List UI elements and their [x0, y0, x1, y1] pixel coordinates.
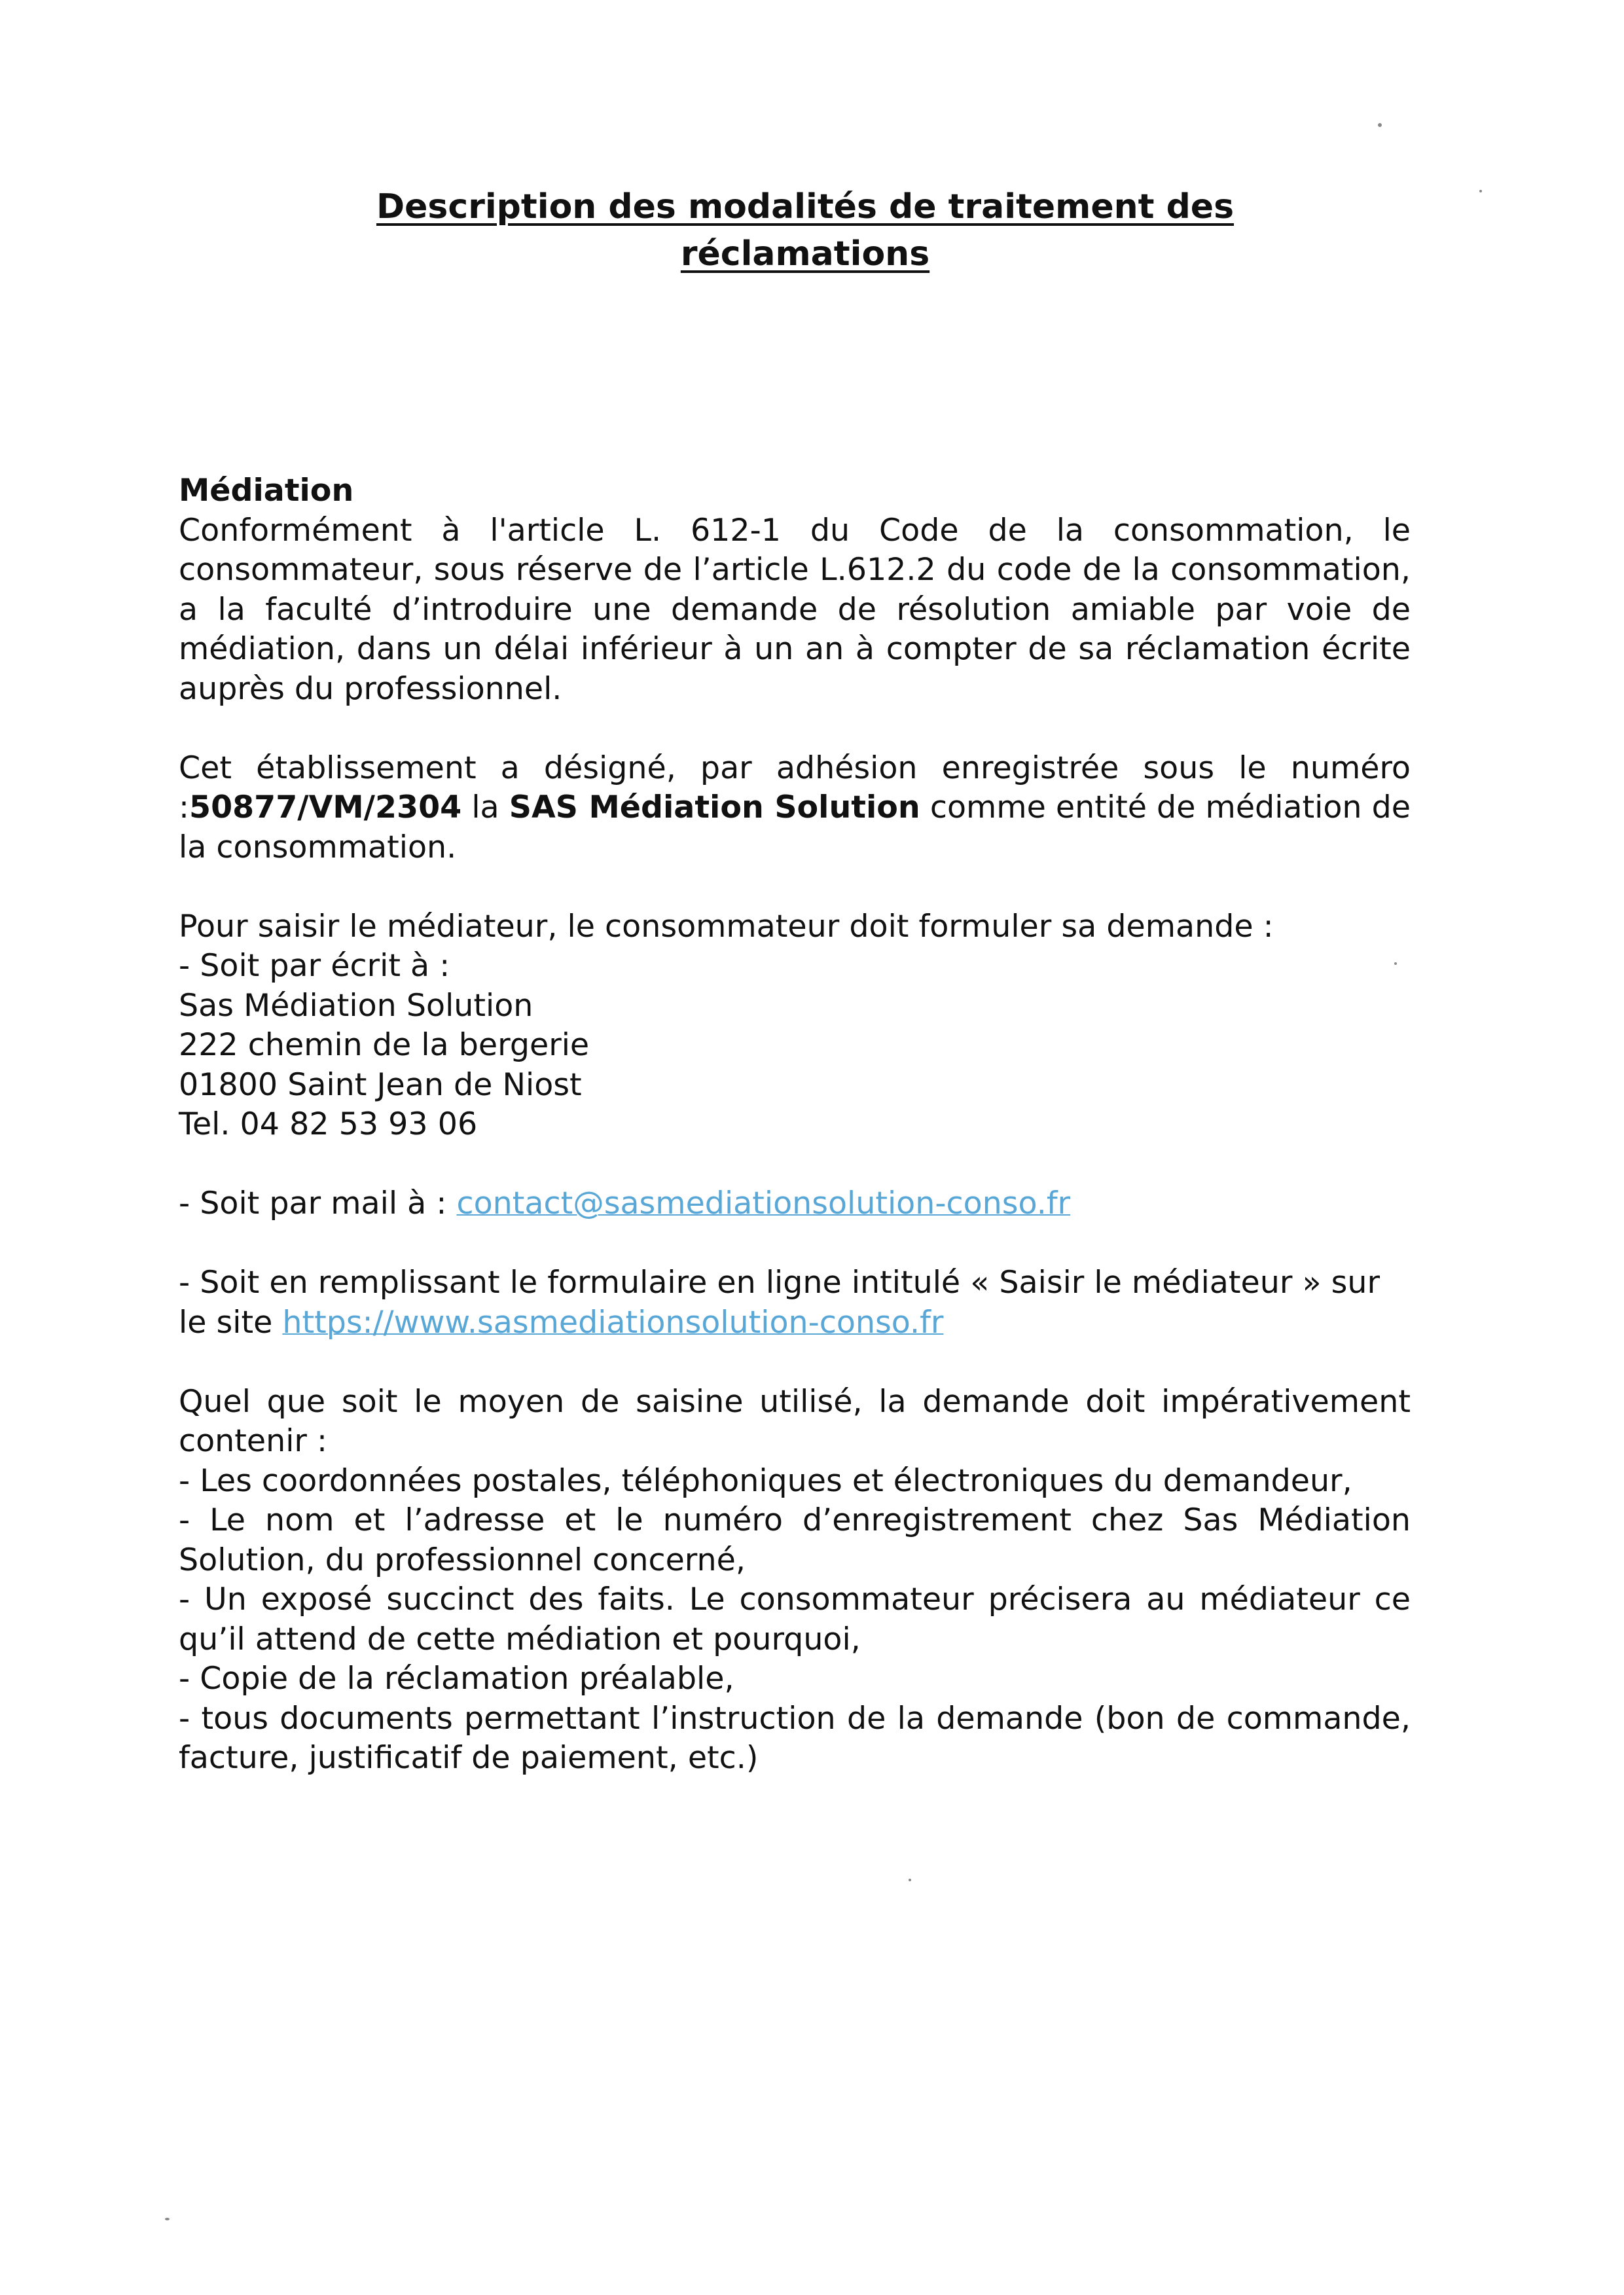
designation-end: comme entité de médiation de la consommation. — [179, 789, 1411, 865]
title-line-1: Description des modalités de traitement des — [376, 187, 1235, 226]
online-form-text: - Soit en remplissant le formulaire en ligne intitulé « Saisir le médiateur » sur le site — [179, 1265, 1380, 1341]
paragraph-designation — [179, 749, 1411, 868]
designation-text: Cet établissement a désigné, par adhésion enregistrée sous le numéro : — [179, 750, 1411, 825]
list-item: - Les coordonnées postales, téléphoniques et électroniques du demandeur, — [179, 1462, 1352, 1499]
mediation-entity: SAS Médiation Solution — [509, 789, 920, 825]
scan-speck — [165, 2218, 170, 2220]
document-title — [308, 183, 1303, 278]
option-written: - Soit par écrit à : — [179, 948, 450, 984]
website-link[interactable]: https://www.sasmediationsolution-conso.fr — [282, 1304, 944, 1341]
email-label: - Soit par mail à : — [179, 1185, 457, 1221]
paragraph-contact-postal — [179, 907, 1411, 1145]
section-heading: Médiation — [179, 473, 354, 509]
list-item: - Copie de la réclamation préalable, — [179, 1661, 734, 1697]
registration-number: 50877/VM/2304 — [189, 789, 462, 825]
paragraph-requirements — [179, 1382, 1411, 1779]
email-link[interactable]: contact@sasmediationsolution-conso.fr — [456, 1185, 1071, 1221]
paragraph-contact-online — [179, 1263, 1411, 1343]
paragraph-contact-email — [179, 1184, 1411, 1224]
document-body — [179, 471, 1411, 1779]
scan-speck — [909, 1879, 911, 1881]
scan-speck — [1394, 962, 1397, 965]
list-item: - tous documents permettant l’instruction de la demande (bon de commande, facture, justificatif de paiement, etc.) — [179, 1700, 1411, 1776]
address-name: Sas Médiation Solution — [179, 987, 533, 1024]
scan-speck — [1479, 190, 1482, 192]
list-item: - Le nom et l’adresse et le numéro d’enregistrement chez Sas Médiation Solution, du professionnel concerné, — [179, 1502, 1411, 1578]
designation-mid: la — [461, 789, 509, 825]
requirements-intro: Quel que soit le moyen de saisine utilisé, la demande doit impérativement contenir : — [179, 1383, 1411, 1459]
scan-speck — [1378, 123, 1382, 127]
address-city: 01800 Saint Jean de Niost — [179, 1066, 582, 1103]
address-street: 222 chemin de la bergerie — [179, 1027, 590, 1063]
phone-number: Tel. 04 82 53 93 06 — [179, 1106, 478, 1142]
paragraph-legal-basis: Conformément à l'article L. 612-1 du Code de la consommation, le consommateur, sous réserve de l’article L.612.2 du code de la consommation, a la faculté d’introduire une demande de résolution amiable par voie de médiation, dans un délai inférieur à un an à compter de sa réclamation écrite auprès du professionnel. — [179, 512, 1411, 707]
title-line-2: réclamations — [680, 234, 930, 274]
contact-intro: Pour saisir le médiateur, le consommateur doit formuler sa demande : — [179, 908, 1274, 945]
list-item: - Un exposé succinct des faits. Le consommateur précisera au médiateur ce qu’il attend de cette médiation et pourquoi, — [179, 1581, 1411, 1657]
